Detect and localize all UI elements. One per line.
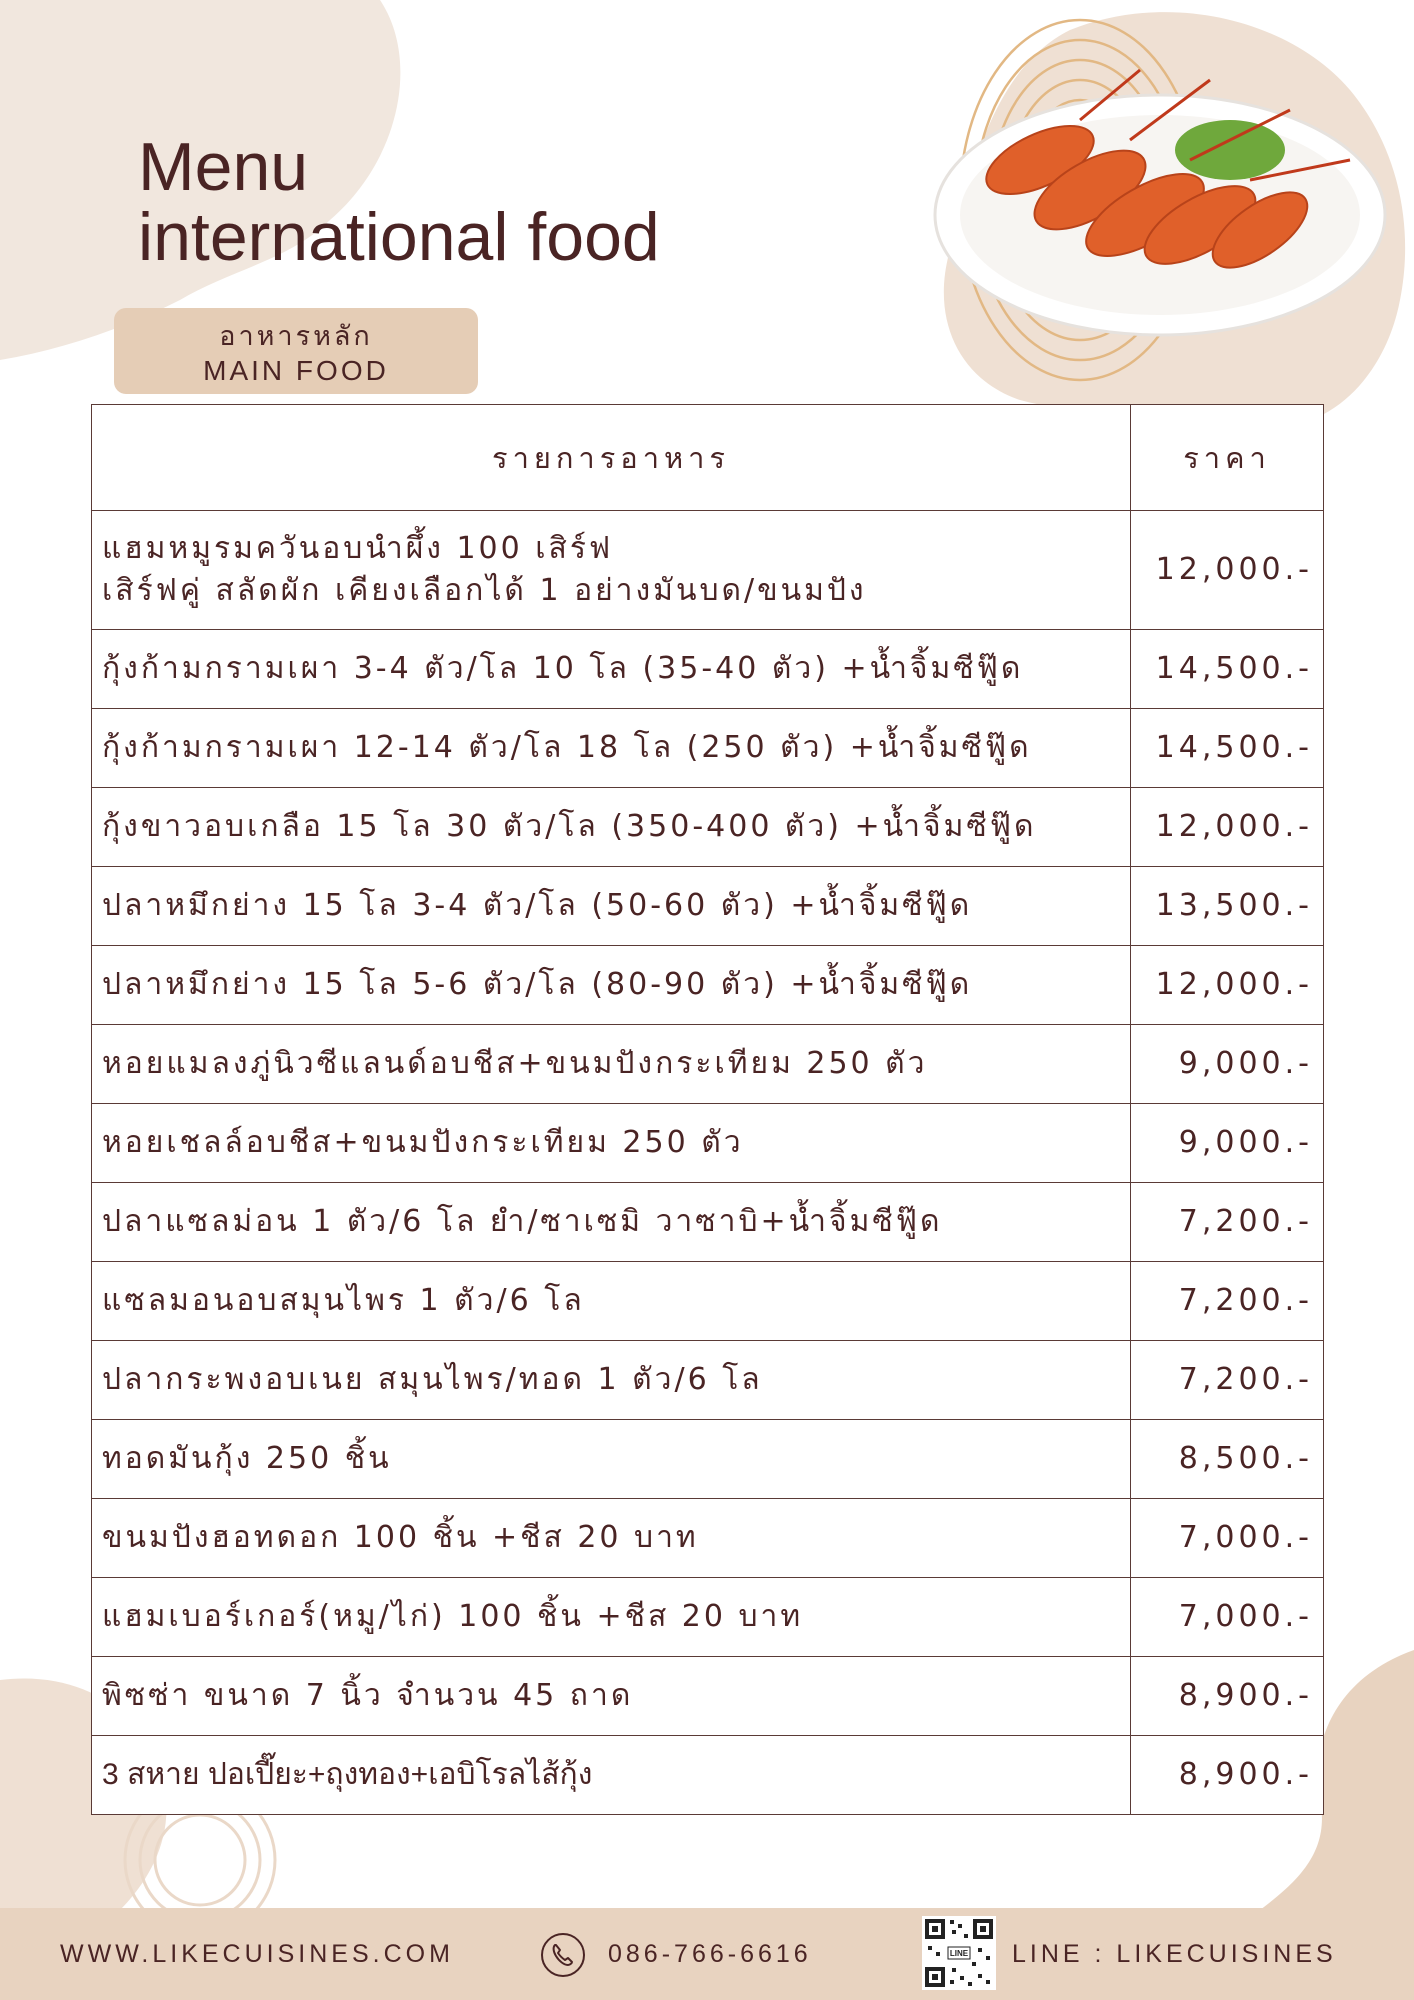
column-header-price: ราคา — [1131, 405, 1324, 511]
menu-item-price: 12,000.- — [1131, 788, 1324, 867]
menu-item-price: 7,000.- — [1131, 1499, 1324, 1578]
website-link[interactable]: WWW.LIKECUISINES.COM — [60, 1940, 454, 1968]
menu-item-price: 7,000.- — [1131, 1578, 1324, 1657]
table-header-row — [92, 405, 1324, 511]
menu-item-name: กุ้งก้ามกรามเผา 3-4 ตัว/โล 10 โล (35-40 ตัว) +น้ำจิ้มซีฟู๊ด — [92, 630, 1131, 709]
table-row — [92, 1657, 1324, 1736]
menu-item-price: 14,500.- — [1131, 630, 1324, 709]
table-row — [92, 1420, 1324, 1499]
menu-item-name: หอยแมลงภู่นิวซีแลนด์อบชีส+ขนมปังกระเทียม 250 ตัว — [92, 1025, 1131, 1104]
menu-item-name-line-1: แฮมหมูรมควันอบนำผึ้ง 100 เสิร์ฟ — [102, 531, 614, 566]
title-line-2: international food — [138, 199, 660, 275]
table-row — [92, 1025, 1324, 1104]
shrimp-plate-image — [930, 50, 1390, 340]
menu-item-price: 13,500.- — [1131, 867, 1324, 946]
menu-item-price: 12,000.- — [1131, 511, 1324, 630]
menu-item-price: 14,500.- — [1131, 709, 1324, 788]
column-header-item: รายการอาหาร — [92, 405, 1131, 511]
contact-footer — [0, 1908, 1414, 2000]
table-row — [92, 630, 1324, 709]
table-row — [92, 1499, 1324, 1578]
menu-item-price: 9,000.- — [1131, 1025, 1324, 1104]
table-row — [92, 1183, 1324, 1262]
menu-item-name: ปลาหมึกย่าง 15 โล 5-6 ตัว/โล (80-90 ตัว) +น้ำจิ้มซีฟู๊ด — [92, 946, 1131, 1025]
table-row — [92, 1262, 1324, 1341]
menu-item-price: 8,900.- — [1131, 1657, 1324, 1736]
qr-code-icon[interactable] — [922, 1916, 996, 1990]
menu-item-name: ปลาหมึกย่าง 15 โล 3-4 ตัว/โล (50-60 ตัว) +น้ำจิ้มซีฟู๊ด — [92, 867, 1131, 946]
menu-item-price: 12,000.- — [1131, 946, 1324, 1025]
menu-item-name — [92, 511, 1131, 630]
menu-item-name: หอยเชลล์อบชีส+ขนมปังกระเทียม 250 ตัว — [92, 1104, 1131, 1183]
title-line-1: Menu — [138, 129, 309, 205]
menu-item-price: 7,200.- — [1131, 1262, 1324, 1341]
menu-item-price: 8,500.- — [1131, 1420, 1324, 1499]
menu-item-price: 8,900.- — [1131, 1736, 1324, 1815]
menu-table — [91, 404, 1324, 1815]
table-row — [92, 709, 1324, 788]
menu-item-price: 7,200.- — [1131, 1183, 1324, 1262]
menu-item-name-line-2: เสิร์ฟคู่ สลัดผัก เคียงเลือกได้ 1 อย่างมันบด/ขนมปัง — [102, 573, 867, 608]
table-row — [92, 788, 1324, 867]
qr-code-label: LINE — [949, 1949, 969, 1958]
table-row — [92, 1578, 1324, 1657]
menu-item-name: ขนมปังฮอทดอก 100 ชิ้น +ชีส 20 บาท — [92, 1499, 1131, 1578]
line-id[interactable]: LINE : LIKECUISINES — [1012, 1940, 1337, 1968]
menu-item-name: 3 สหาย ปอเปี๊ยะ+ถุงทอง+เอบิโรลไส้กุ้ง — [92, 1736, 1131, 1815]
table-row — [92, 867, 1324, 946]
table-row — [92, 511, 1324, 630]
phone-number[interactable]: 086-766-6616 — [608, 1940, 812, 1968]
menu-item-name: กุ้งขาวอบเกลือ 15 โล 30 ตัว/โล (350-400 ตัว) +น้ำจิ้มซีฟู๊ด — [92, 788, 1131, 867]
table-row — [92, 946, 1324, 1025]
menu-item-name: ปลากระพงอบเนย สมุนไพร/ทอด 1 ตัว/6 โล — [92, 1341, 1131, 1420]
menu-item-name: กุ้งก้ามกรามเผา 12-14 ตัว/โล 18 โล (250 ตัว) +น้ำจิ้มซีฟู๊ด — [92, 709, 1131, 788]
table-row — [92, 1736, 1324, 1815]
menu-title — [138, 129, 660, 275]
menu-item-name: ทอดมันกุ้ง 250 ชิ้น — [92, 1420, 1131, 1499]
menu-item-name: พิซซ่า ขนาด 7 นิ้ว จำนวน 45 ถาด — [92, 1657, 1131, 1736]
menu-item-price: 9,000.- — [1131, 1104, 1324, 1183]
menu-item-name: แซลมอนอบสมุนไพร 1 ตัว/6 โล — [92, 1262, 1131, 1341]
menu-item-name: ปลาแซลม่อน 1 ตัว/6 โล ยำ/ซาเซมิ วาซาบิ+น้ำจิ้มซีฟู๊ด — [92, 1183, 1131, 1262]
main-food-badge — [114, 308, 478, 394]
badge-thai-label: อาหารหลัก — [219, 321, 373, 352]
table-row — [92, 1341, 1324, 1420]
menu-item-price: 7,200.- — [1131, 1341, 1324, 1420]
phone-icon — [540, 1932, 586, 1978]
badge-english-label: MAIN FOOD — [203, 355, 389, 386]
menu-item-name: แฮมเบอร์เกอร์(หมู/ไก่) 100 ชิ้น +ชีส 20 บาท — [92, 1578, 1131, 1657]
table-row — [92, 1104, 1324, 1183]
